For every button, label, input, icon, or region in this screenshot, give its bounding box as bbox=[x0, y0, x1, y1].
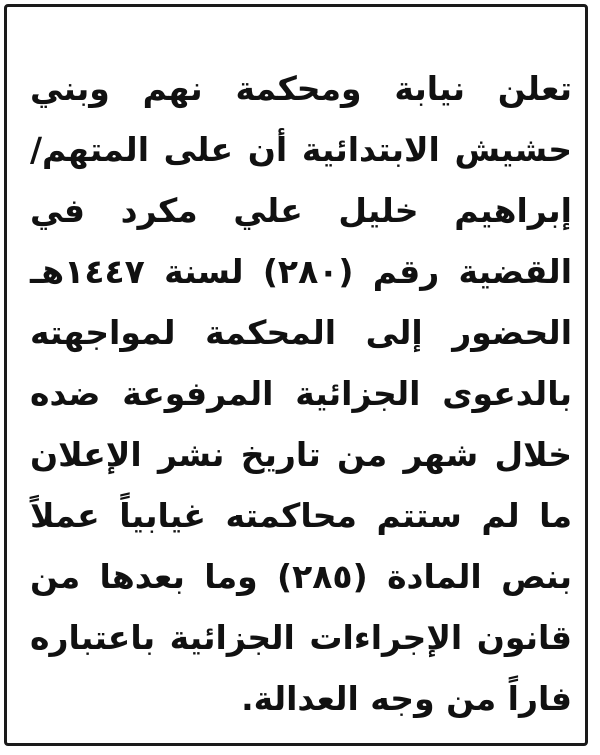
notice-body bbox=[30, 58, 572, 729]
notice-line: بنص المادة (٢٨٥) وما بعدها من bbox=[30, 557, 572, 596]
notice-line: قانون الإجراءات الجزائية باعتباره bbox=[30, 618, 572, 657]
notice-line: الحضور إلى المحكمة لمواجهته bbox=[30, 313, 572, 352]
notice-line: خلال شهر من تاريخ نشر الإعلان bbox=[30, 435, 572, 474]
notice-line: حشيش الابتدائية أن على المتهم/ bbox=[30, 130, 572, 169]
notice-line: القضية رقم (٢٨٠) لسنة ١٤٤٧هـ bbox=[30, 252, 573, 291]
notice-line: ما لم ستتم محاكمته غيابياً عملاً bbox=[30, 496, 572, 535]
notice-line-last: فاراً من وجه العدالة. bbox=[241, 679, 572, 718]
notice-line: بالدعوى الجزائية المرفوعة ضده bbox=[30, 374, 572, 413]
notice-line: إبراهيم خليل علي مكرد في bbox=[30, 191, 572, 230]
notice-line: تعلن نيابة ومحكمة نهم وبني bbox=[30, 69, 572, 108]
